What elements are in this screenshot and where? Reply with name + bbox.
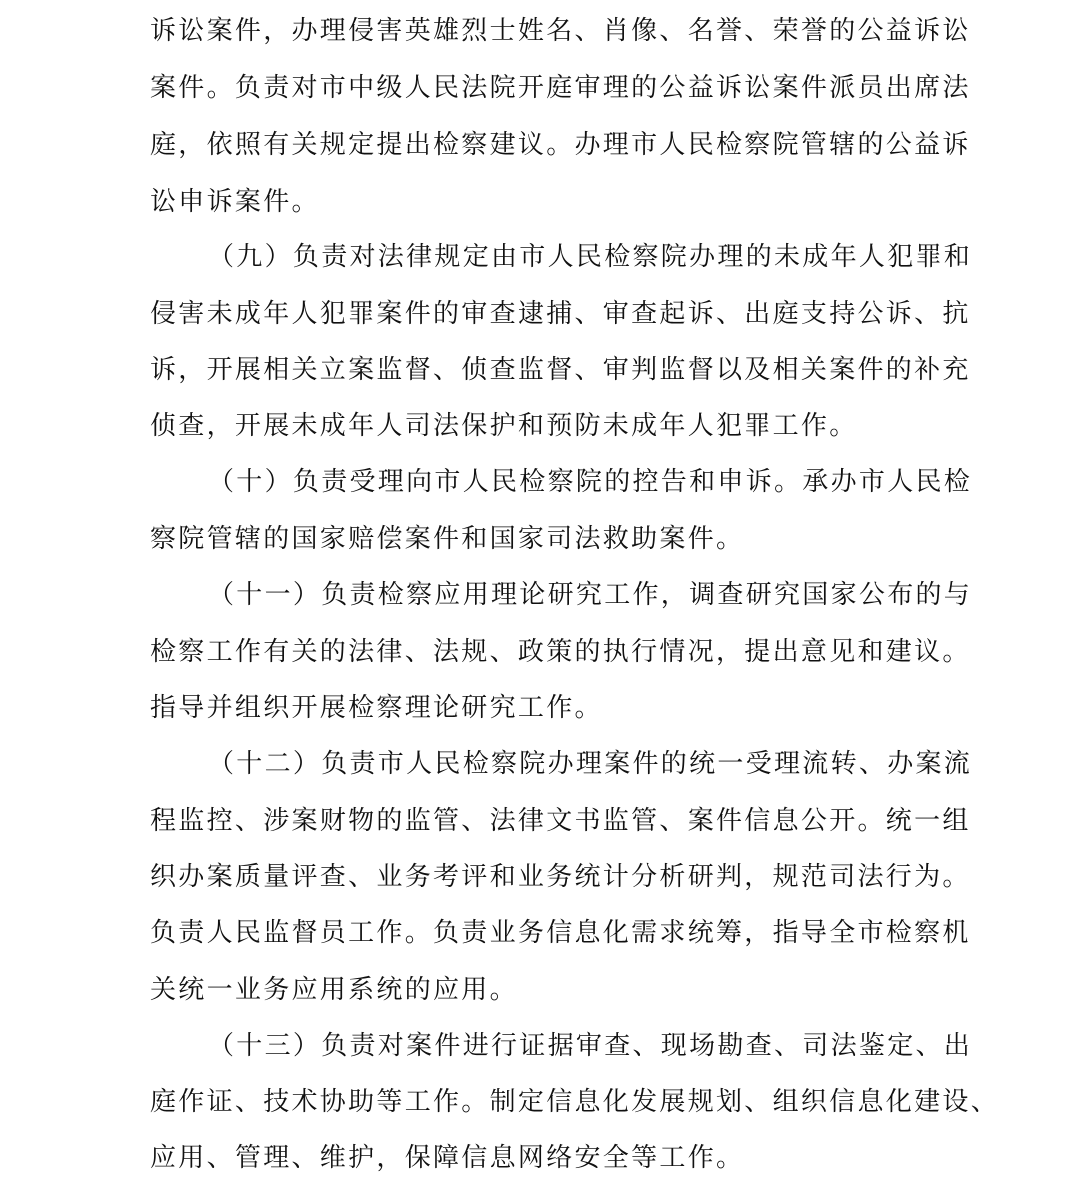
paragraph-11-start: （十一）负责检察应用理论研究工作，调查研究国家公布的与 xyxy=(208,580,973,610)
text-line: 应用、管理、维护，保障信息网络安全等工作。 xyxy=(150,1143,745,1173)
text-line: 负责人民监督员工作。负责业务信息化需求统筹，指导全市检察机 xyxy=(150,918,971,948)
text-line: 侵害未成年人犯罪案件的审查逮捕、审查起诉、出庭支持公诉、抗 xyxy=(150,299,971,329)
text-line: 讼申诉案件。 xyxy=(150,187,320,217)
paragraph-12-start: （十二）负责市人民检察院办理案件的统一受理流转、办案流 xyxy=(208,749,973,779)
text-line: 织办案质量评查、业务考评和业务统计分析研判，规范司法行为。 xyxy=(150,862,971,892)
paragraph-13-start: （十三）负责对案件进行证据审查、现场勘查、司法鉴定、出 xyxy=(208,1031,973,1061)
text-line: 指导并组织开展检察理论研究工作。 xyxy=(150,693,603,723)
text-line: 案件。负责对市中级人民法院开庭审理的公益诉讼案件派员出席法 xyxy=(150,73,971,103)
text-line: 诉讼案件，办理侵害英雄烈士姓名、肖像、名誉、荣誉的公益诉讼 xyxy=(150,16,971,46)
text-line: 关统一业务应用系统的应用。 xyxy=(150,975,518,1005)
text-line: 察院管辖的国家赔偿案件和国家司法救助案件。 xyxy=(150,524,745,554)
text-line: 诉，开展相关立案监督、侦查监督、审判监督以及相关案件的补充 xyxy=(150,355,971,385)
text-line: 侦查，开展未成年人司法保护和预防未成年人犯罪工作。 xyxy=(150,411,858,441)
paragraph-10-start: （十）负责受理向市人民检察院的控告和申诉。承办市人民检 xyxy=(208,467,973,497)
text-line: 庭作证、技术协助等工作。制定信息化发展规划、组织信息化建设、 xyxy=(150,1087,1000,1117)
text-line: 程监控、涉案财物的监管、法律文书监管、案件信息公开。统一组 xyxy=(150,806,971,836)
paragraph-9-start: （九）负责对法律规定由市人民检察院办理的未成年人犯罪和 xyxy=(208,242,973,272)
text-line: 检察工作有关的法律、法规、政策的执行情况，提出意见和建议。 xyxy=(150,637,971,667)
text-line: 庭，依照有关规定提出检察建议。办理市人民检察院管辖的公益诉 xyxy=(150,130,971,160)
